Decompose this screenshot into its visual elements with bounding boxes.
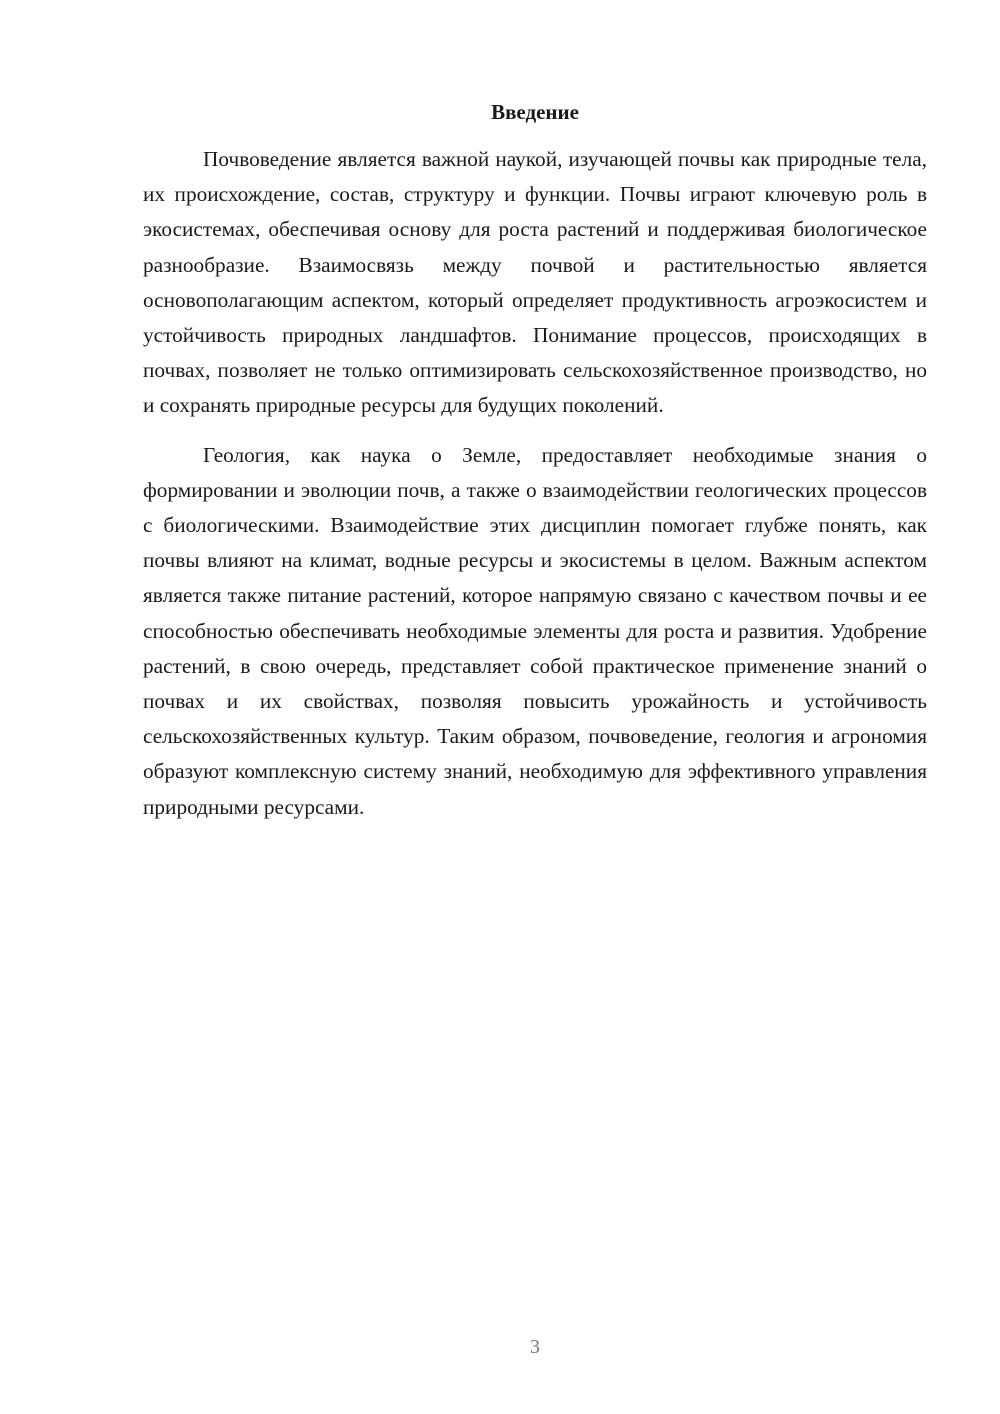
paragraph-1: Почвоведение является важной наукой, изучающей почвы как природные тела, их происхождение, состав, структуру и функции. Почвы играют ключевую роль в экосистемах, обеспечивая основу для роста растений и поддерживая биологическое разнообразие. Взаимосвязь между почвой и растительностью является основополагающим аспектом, который определяет продуктивность агроэкосистем и устойчивость природных ландшафтов. Понимание процессов, происходящих в почвах, позволяет не только оптимизировать сельскохозяйственное производство, но и сохранять природные ресурсы для будущих поколений. [143,147,927,418]
body-text [143,142,927,825]
page-number: 3 [530,1336,540,1358]
paragraph-2: Геология, как наука о Земле, предоставляет необходимые знания о формировании и эволюции почв, а также о взаимодействии геологических процессов с биологическими. Взаимодействие этих дисциплин помогает глубже понять, как почвы влияют на климат, водные ресурсы и экосистемы в целом. Важным аспектом является также питание растений, которое напрямую связано с качеством почвы и ее способностью обеспечивать необходимые элементы для роста и развития. Удобрение растений, в свою очередь, представляет собой практическое применение знаний о почвах и их свойствах, позволяя повысить урожайность и устойчивость сельскохозяйственных культур. Таким образом, почвоведение, геология и агрономия образуют комплексную систему знаний, необходимую для эффективного управления природными ресурсами. [143,442,927,819]
page-title: Введение [491,100,579,124]
